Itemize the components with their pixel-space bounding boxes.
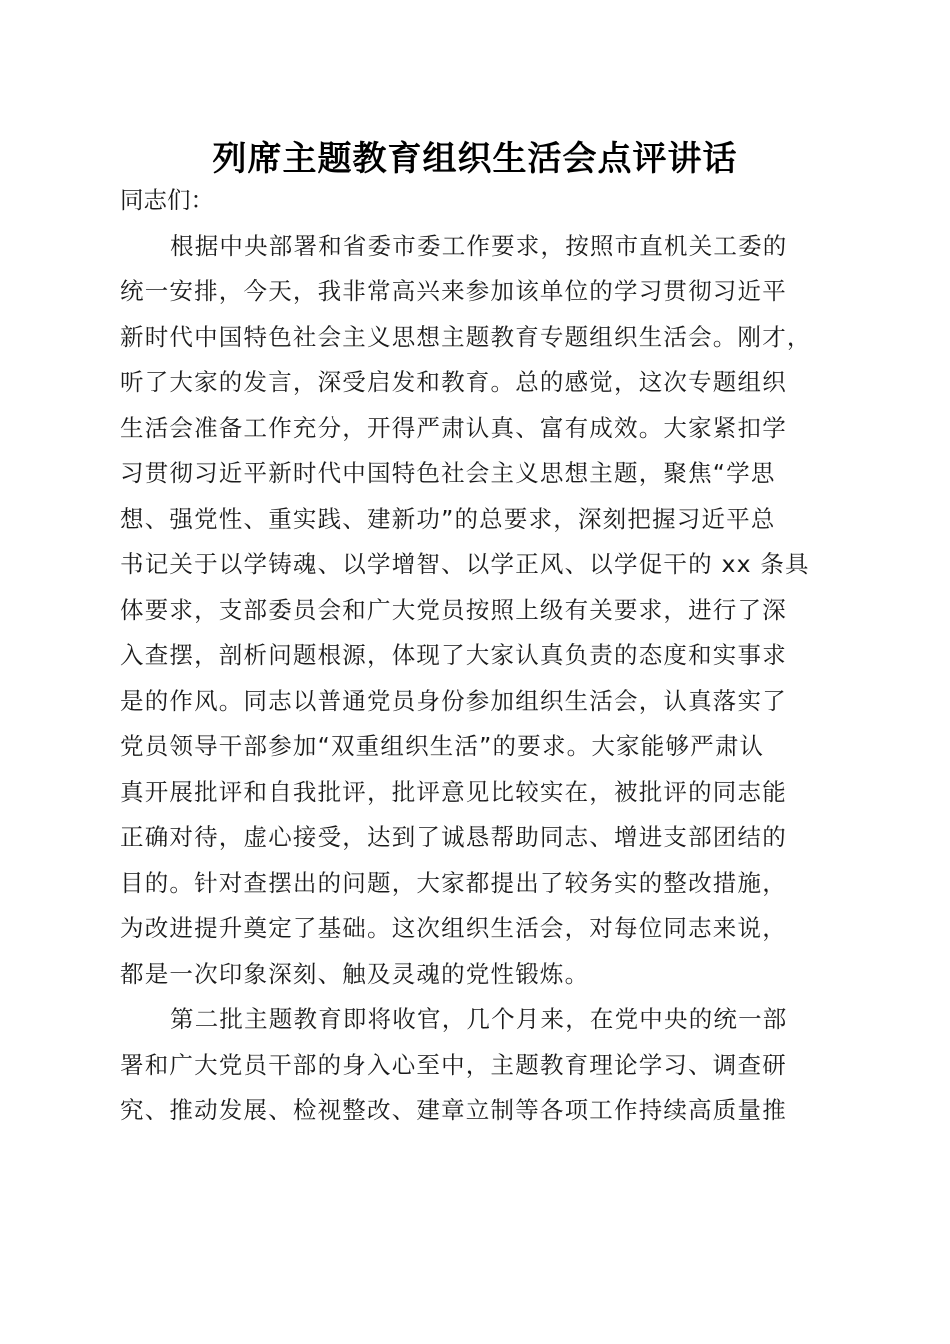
text-line: 入查摆，剖析问题根源，体现了大家认真负责的态度和实事求 xyxy=(120,641,787,669)
text-line: 习贯彻习近平新时代中国特色社会主义思想主题，聚焦“学思 xyxy=(120,459,776,487)
text-line: 第二批主题教育即将收官，几个月来，在党中央的统一部 xyxy=(170,1005,788,1033)
text-line: 统一安排，今天，我非常高兴来参加该单位的学习贯彻习近平 xyxy=(120,277,787,305)
text-line: 书记关于以学铸魂、以学增智、以学正风、以学促干的 xx 条具 xyxy=(120,550,810,578)
paragraph-2 xyxy=(120,997,840,1134)
text-line: 是的作风。同志以普通党员身份参加组织生活会，认真落实了 xyxy=(120,686,787,715)
text-line: 体要求，支部委员会和广大党员按照上级有关要求，进行了深 xyxy=(120,595,787,624)
document-title: 列席主题教育组织生活会点评讲话 xyxy=(212,139,738,179)
text-line: 党员领导干部参加“双重组织生活”的要求。大家能够严肃认 xyxy=(120,732,765,760)
text-line: 真开展批评和自我批评，批评意见比较实在，被批评的同志能 xyxy=(120,777,787,806)
text-line: 究、推动发展、检视整改、建章立制等各项工作持续高质量推 xyxy=(120,1096,787,1124)
salutation: 同志们： xyxy=(120,186,214,214)
text-line: 都是一次印象深刻、触及灵魂的党性锻炼。 xyxy=(120,959,590,988)
text-line: 听了大家的发言，深受启发和教育。总的感觉，这次专题组织 xyxy=(120,368,787,396)
text-line: 正确对待，虚心接受，达到了诚恳帮助同志、增进支部团结的 xyxy=(120,823,787,851)
text-line: 根据中央部署和省委市委工作要求，按照市直机关工委的 xyxy=(170,231,788,260)
text-line: 新时代中国特色社会主义思想主题教育专题组织生活会。刚才， xyxy=(120,322,812,351)
text-line: 目的。针对查摆出的问题，大家都提出了较务实的整改措施， xyxy=(120,868,787,897)
text-line: 想、强党性、重实践、建新功”的总要求，深刻把握习近平总 xyxy=(120,504,776,533)
text-line: 生活会准备工作充分，开得严肃认真、富有成效。大家紧扣学 xyxy=(120,413,787,442)
text-line: 署和广大党员干部的身入心至中，主题教育理论学习、调查研 xyxy=(120,1050,787,1079)
paragraph-1 xyxy=(120,224,840,998)
text-line: 为改进提升奠定了基础。这次组织生活会，对每位同志来说， xyxy=(120,914,787,942)
document-body xyxy=(120,178,840,1134)
